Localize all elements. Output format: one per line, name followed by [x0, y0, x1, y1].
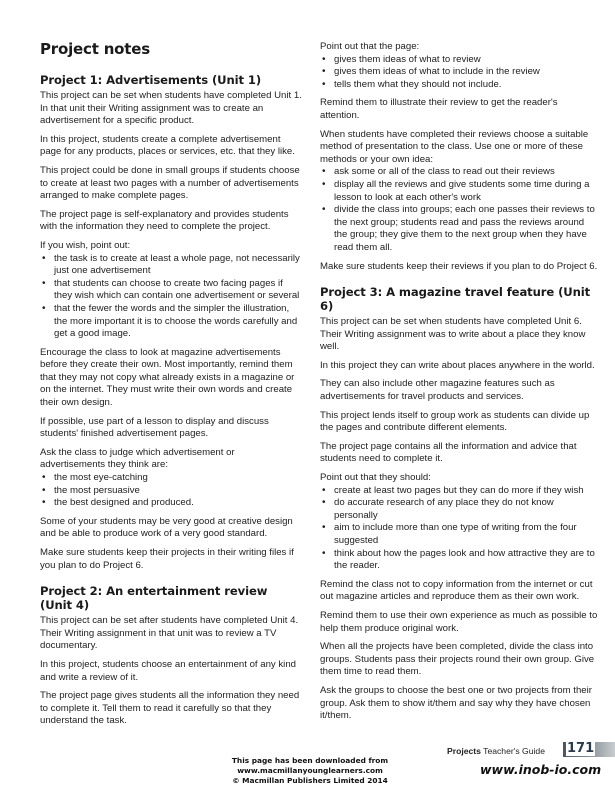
paragraph: Make sure students keep their projects in their writing files if you plan to do Project 6. [40, 547, 294, 571]
footer-section-label: Projects [447, 746, 481, 756]
list-item: • the task is to create at least a whole page, not necessarily just one advertisement [40, 253, 302, 278]
list-item: • tells them what they should not include. [320, 79, 598, 92]
paragraph: The project page contains all the information and advice that students need to complete it. [320, 440, 577, 465]
list-item: • create at least two pages but they can do more if they wish [320, 485, 598, 498]
list-item: • aim to include more than one type of writing from the four suggested [320, 522, 598, 547]
paragraph: In this project they can write about places anywhere in the world. [320, 359, 595, 371]
list-item: • do accurate research of any place they do not know personally [320, 497, 598, 522]
paragraph: This project could be done in small groups if students choose to create at least two pages with a number of advertisements arranged to make complete pages. [40, 164, 300, 202]
bullet-list [40, 472, 302, 510]
paragraph: If you wish, point out: [40, 239, 131, 251]
bullet-list [320, 485, 598, 573]
list-item: • the best designed and produced. [40, 497, 302, 510]
paragraph: In this project, students choose an entertainment of any kind and write a review of it. [40, 658, 296, 683]
project-1-section [40, 73, 302, 572]
project-2-continued [320, 41, 598, 273]
project-3-section [320, 285, 598, 723]
paragraph: This project can be set when students have completed Unit 1. In that unit their Writing assignment was to create an advertisement for a specific product. [40, 90, 302, 127]
list-item: • the most eye-catching [40, 472, 302, 485]
right-column [320, 41, 598, 735]
paragraph: This project can be set when students have completed Unit 6. Their Writing assignment was to write about a place they know well. [320, 316, 586, 353]
paragraph: Make sure students keep their reviews if you plan to do Project 6. [320, 260, 598, 272]
bullet-list [320, 166, 598, 254]
paragraph: Remind them to use their own experience as much as possible to help them produce original work. [320, 609, 598, 634]
watermark: www.inob-io.com [480, 762, 602, 777]
running-footer [447, 746, 545, 756]
page-number: 171 [567, 741, 595, 756]
paragraph: Remind the class not to copy information from the internet or cut out magazine articles and reproduce them as their own work. [320, 578, 593, 603]
list-item: • ask some or all of the class to read out their reviews [320, 166, 598, 179]
list-item: • divide the class into groups; each one passes their reviews to the next group; students read and pass the reviews around the group; they give them to the next group when they have read them all. [320, 204, 598, 254]
paragraph: They can also include other magazine features such as advertisements for travel products and services. [320, 378, 555, 403]
project-3-heading: Project 3: A magazine travel feature (Unit 6) [320, 285, 591, 314]
list-item: • gives them ideas of what to include in the review [320, 66, 598, 79]
paragraph: Point out that the page: [320, 41, 420, 52]
paragraph: When students have completed their reviews choose a suitable method of presentation to the class. Use one or more of these methods or your own idea: [320, 128, 589, 165]
project-1-heading: Project 1: Advertisements (Unit 1) [40, 73, 262, 87]
list-item: • the most persuasive [40, 485, 302, 498]
paragraph: If possible, use part of a lesson to display and discuss students' finished advertisement pages. [40, 415, 269, 440]
bullet-list [320, 54, 598, 92]
page-number-bar [563, 742, 615, 757]
download-notice [160, 756, 460, 786]
paragraph: This project lends itself to group work as students can divide up the pages and contribute different elements. [320, 409, 590, 434]
paragraph: Ask the groups to choose the best one or two projects from their group. Ask them to show it/them and say why they have chosen it/them. [320, 684, 592, 722]
list-item: • gives them ideas of what to review [320, 54, 598, 67]
paragraph: In this project, students create a complete advertisement page for any products, places or services, etc. that they like. [40, 133, 295, 158]
paragraph: Point out that they should: [320, 472, 431, 484]
paragraph: When all the projects have been completed, divide the class into groups. Students pass their projects round their own group. Give them time to read them. [320, 641, 595, 678]
bullet-list [40, 253, 302, 341]
paragraph: Some of your students may be very good at creative design and be able to produce work of a very good standard. [40, 515, 293, 540]
project-2-section [40, 584, 302, 728]
paragraph: The project page gives students all the information they need to complete it. Tell them to read it carefully so that they understand the task. [40, 690, 300, 727]
copyright-line: © Macmillan Publishers Limited 2014 [232, 776, 388, 785]
list-item: • display all the reviews and give students some time during a lesson to look at each other's work [320, 179, 598, 204]
paragraph: Encourage the class to look at magazine advertisements before they create their own. Most importantly, remind them that they may not copy what already exists in a magazine or on the internet. They must write their own words and create their own design. [40, 346, 295, 409]
left-column [40, 73, 302, 740]
page-title: Project notes [40, 40, 150, 58]
paragraph: Remind them to illustrate their review to get the reader's attention. [320, 97, 558, 121]
list-item: • that students can choose to create two facing pages if they wish which can contain one advertisement or several [40, 278, 302, 303]
footer-guide-label: Teacher's Guide [483, 746, 545, 756]
project-2-heading: Project 2: An entertainment review (Unit 4) [40, 584, 268, 613]
paragraph: Ask the class to judge which advertisement or advertisements they think are: [40, 446, 235, 471]
download-line: This page has been downloaded from www.macmillanyounglearners.com [231, 756, 389, 775]
list-item: • that the fewer the words and the simpler the illustration, the more important it is to choose the words carefully and get a good image. [40, 303, 302, 341]
paragraph: The project page is self-explanatory and provides students with the information they need to complete the project. [40, 208, 289, 233]
list-item: • think about how the pages look and how attractive they are to the reader. [320, 548, 598, 573]
paragraph: This project can be set after students have completed Unit 4. Their Writing assignment in that unit was to review a TV documentary. [40, 615, 299, 652]
